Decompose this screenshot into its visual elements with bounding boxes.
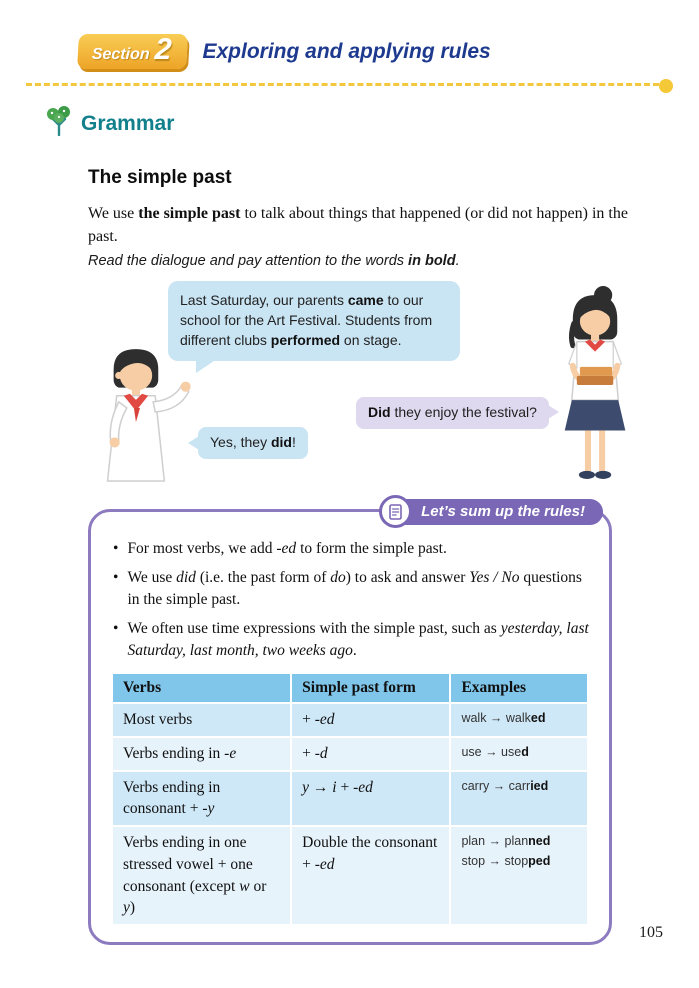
col-header-form: Simple past form — [291, 673, 450, 703]
rule-text: We use — [127, 569, 177, 587]
cell-form: Double the consonant + -ed — [291, 826, 450, 925]
speech-bubble-girl — [356, 397, 549, 429]
topic-title: The simple past — [88, 167, 232, 188]
table-row-most-verbs — [112, 703, 588, 737]
cell-verbs: Most verbs — [112, 703, 291, 737]
bubble-text: they enjoy the festival? — [390, 404, 537, 421]
rule-item — [113, 567, 593, 611]
page-number: 105 — [639, 924, 663, 941]
cell-examples: use → used — [450, 737, 588, 771]
cell-examples: walk → walked — [450, 703, 588, 737]
bubble-text: Last Saturday, our parents — [180, 292, 348, 309]
bubble-bold: Did — [368, 404, 391, 421]
section-number: 2 — [154, 33, 173, 66]
instruction-line — [88, 253, 699, 269]
cell-verbs: Verbs ending in -e — [112, 737, 291, 771]
rule-text: ) to ask and answer — [345, 569, 470, 587]
table-header-row — [112, 673, 588, 703]
boy-character-illustration — [80, 341, 200, 483]
col-header-examples: Examples — [450, 673, 588, 703]
table-row-ending-e — [112, 737, 588, 771]
rule-text: We often use time expressions with the simple past, such as — [127, 620, 501, 638]
rule-item — [113, 618, 593, 662]
intro-paragraph — [88, 202, 633, 248]
intro-text: to talk about things that happened (or did not happen) in the past. — [88, 205, 628, 246]
speech-bubble-boy-reply — [198, 427, 308, 459]
cell-form: y → i + -ed — [291, 771, 450, 826]
bubble-bold: came — [347, 292, 384, 309]
rule-text: to form the simple past. — [296, 540, 447, 558]
bubble-text: to our school for the Art Festival. Students from different clubs — [180, 292, 433, 349]
page-header — [78, 34, 699, 69]
section-badge — [77, 34, 188, 69]
rule-italic: -ed — [276, 540, 297, 558]
cell-verbs: Verbs ending in consonant + -y — [112, 771, 291, 826]
simple-past-table — [111, 672, 589, 926]
table-row-stressed-vowel — [112, 826, 588, 925]
divider-dot — [659, 79, 673, 93]
rule-text: questions in the simple past. — [127, 569, 582, 609]
tree-icon — [46, 106, 72, 141]
bubble-bold: did — [270, 434, 292, 451]
intro-bold: the simple past — [138, 205, 241, 222]
rule-italic: Yes / No — [469, 569, 520, 587]
cell-form: + -ed — [291, 703, 450, 737]
speech-bubble-boy-main — [168, 281, 460, 361]
cell-form: + -d — [291, 737, 450, 771]
rules-summary-box — [88, 502, 612, 945]
rules-title: Let’s sum up the rules! — [397, 499, 603, 525]
intro-text: We use — [88, 205, 139, 222]
instruction-text: Read the dialogue and pay attention to the words — [88, 253, 409, 270]
bubble-bold: performed — [270, 332, 341, 349]
cell-examples: carry → carried — [450, 771, 588, 826]
bubble-text: ! — [291, 434, 296, 451]
dashed-line — [26, 83, 659, 86]
bubble-text: on stage. — [340, 332, 402, 349]
section-title: Exploring and applying rules — [202, 39, 491, 63]
header-divider — [26, 78, 673, 93]
rule-italic: did — [176, 569, 196, 587]
col-header-verbs: Verbs — [112, 673, 291, 703]
cell-examples: plan → planned stop → stopped — [450, 826, 588, 925]
rule-text: (i.e. the past form of — [195, 569, 331, 587]
rules-bullet-list — [113, 538, 593, 662]
instruction-bold: in bold — [408, 253, 456, 270]
grammar-heading — [46, 106, 699, 141]
rule-italic: do — [330, 569, 346, 587]
table-row-consonant-y — [112, 771, 588, 826]
section-label: Section — [91, 46, 151, 63]
rule-text: . — [352, 642, 357, 660]
rules-header — [379, 495, 603, 528]
rule-italic: yesterday, last Saturday, last month, two weeks ago — [127, 620, 589, 660]
rule-item — [113, 538, 593, 560]
girl-character-illustration — [536, 283, 646, 485]
rule-text: For most verbs, we add — [127, 540, 277, 558]
cell-verbs: Verbs ending in one stressed vowel + one consonant (except w or y) — [112, 826, 291, 925]
instruction-text: . — [455, 253, 460, 270]
grammar-title: Grammar — [81, 111, 175, 135]
bubble-text: Yes, they — [210, 434, 271, 451]
dialogue-scene — [0, 277, 699, 489]
